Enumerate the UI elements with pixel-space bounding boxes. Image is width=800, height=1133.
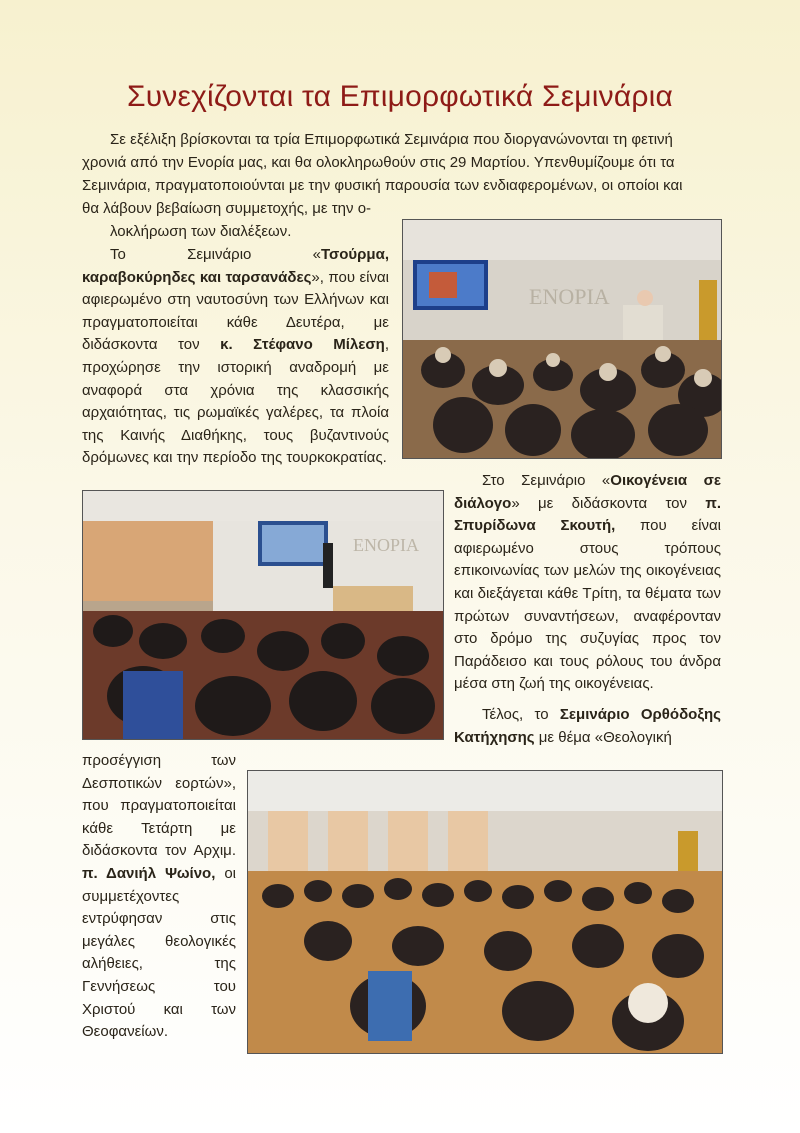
- intro-line-5: λοκλήρωση των διαλέξεων.: [110, 223, 292, 240]
- seminar3-text: προσέγγιση των Δεσποτικών εορτών», που πραγματοποιείται κάθε Τετάρτη με διδάσκοντα τον Αρχιμ. π. Δανιήλ Ψωίνο, οι συμμετέχοντες εντρύφησαν στις μεγάλες θεολογικές αλήθειες, της Γεννήσεως του Χριστού και των Θεοφανείων.: [82, 752, 237, 1041]
- intro-line-2: χρονιά από την Ενορία μας, και θα ολοκληρωθούν στις 29 Μαρτίου. Υπενθυμίζουμε ότι τα: [82, 154, 675, 171]
- svg-text:ΕΝΟΡΙΑ: ΕΝΟΡΙΑ: [353, 535, 419, 555]
- photo-seminar-3: [247, 770, 723, 1054]
- seminar2-teacher: π. Σπυρίδωνα Σκουτή,: [454, 494, 721, 535]
- photo-seminar-1: [402, 219, 722, 459]
- seminar1-teacher: κ. Στέφανο Μίλεση: [220, 336, 385, 354]
- stage-banner-text: ΕΝΟΡΙΑ: [529, 284, 610, 309]
- seminar1-text: Το Σεμινάριο «Τσούρμα, καραβοκύρηδες και ταρσανάδες», που είναι αφιερωμένο στη ναυτοσύνη των Ελλήνων και πραγματοποιείται κάθε Δευτέρα, με διδάσκοντα τον κ. Στέφανο Μίλεση, προχώρησε την ιστορική αναδρομή με αναφορά στα χρόνια της κλασσικής αρχαιότητας, τις ρωμαϊκές γαλέρες, τα πλοία της Καινής Διαθήκης, τους βυζαντινούς δρόμωνες και την περίοδο της τουρκοκρατίας.: [82, 246, 389, 467]
- seminar2-text: Στο Σεμινάριο «Οικογένεια σε διάλογο» με διδάσκοντα τον π. Σπυρίδωνα Σκουτή, που είναι αφιερωμένο στους τρόπους επικοινωνίας των μελών της οικογένειας και διεξάγεται κάθε Τρίτη, τα θέματα των πρώτων συναντήσεων, αναφέρονταν στο δρόμο της συζυγίας προς τον Παράδεισο και τους ρόλους του άνδρα μέσα στη ζωή της οικογένειας.: [454, 472, 721, 693]
- photo-seminar-2: [82, 490, 444, 740]
- seminar3-intro: Τέλος, το Σεμινάριο Ορθόδοξης Κατήχησης με θέμα «Θεολογική: [454, 706, 721, 746]
- seminar1-name: Τσούρμα, καραβοκύρηδες και ταρσανάδες: [82, 246, 389, 286]
- seminar3-name: Σεμινάριο Ορθόδοξης Κατήχησης: [454, 706, 721, 746]
- intro-line-3: Σεμινάρια, πραγματοποιούνται με την φυσική παρουσία των ενδιαφερομένων, οι οποίοι και: [82, 177, 683, 194]
- seminar2-name: Οικογένεια σε διάλογο: [454, 472, 721, 512]
- intro-line-1: Σε εξέλιξη βρίσκονται τα τρία Επιμορφωτικά Σεμινάρια που διοργανώνονται τη φετινή: [110, 131, 673, 148]
- page-title: Συνεχίζονται τα Επιμορφωτικά Σεμινάρια: [126, 80, 674, 113]
- intro-line-4: θα λάβουν βεβαίωση συμμετοχής, με την ο-: [82, 200, 372, 217]
- seminar3-teacher: π. Δανιήλ Ψωίνο,: [82, 864, 216, 882]
